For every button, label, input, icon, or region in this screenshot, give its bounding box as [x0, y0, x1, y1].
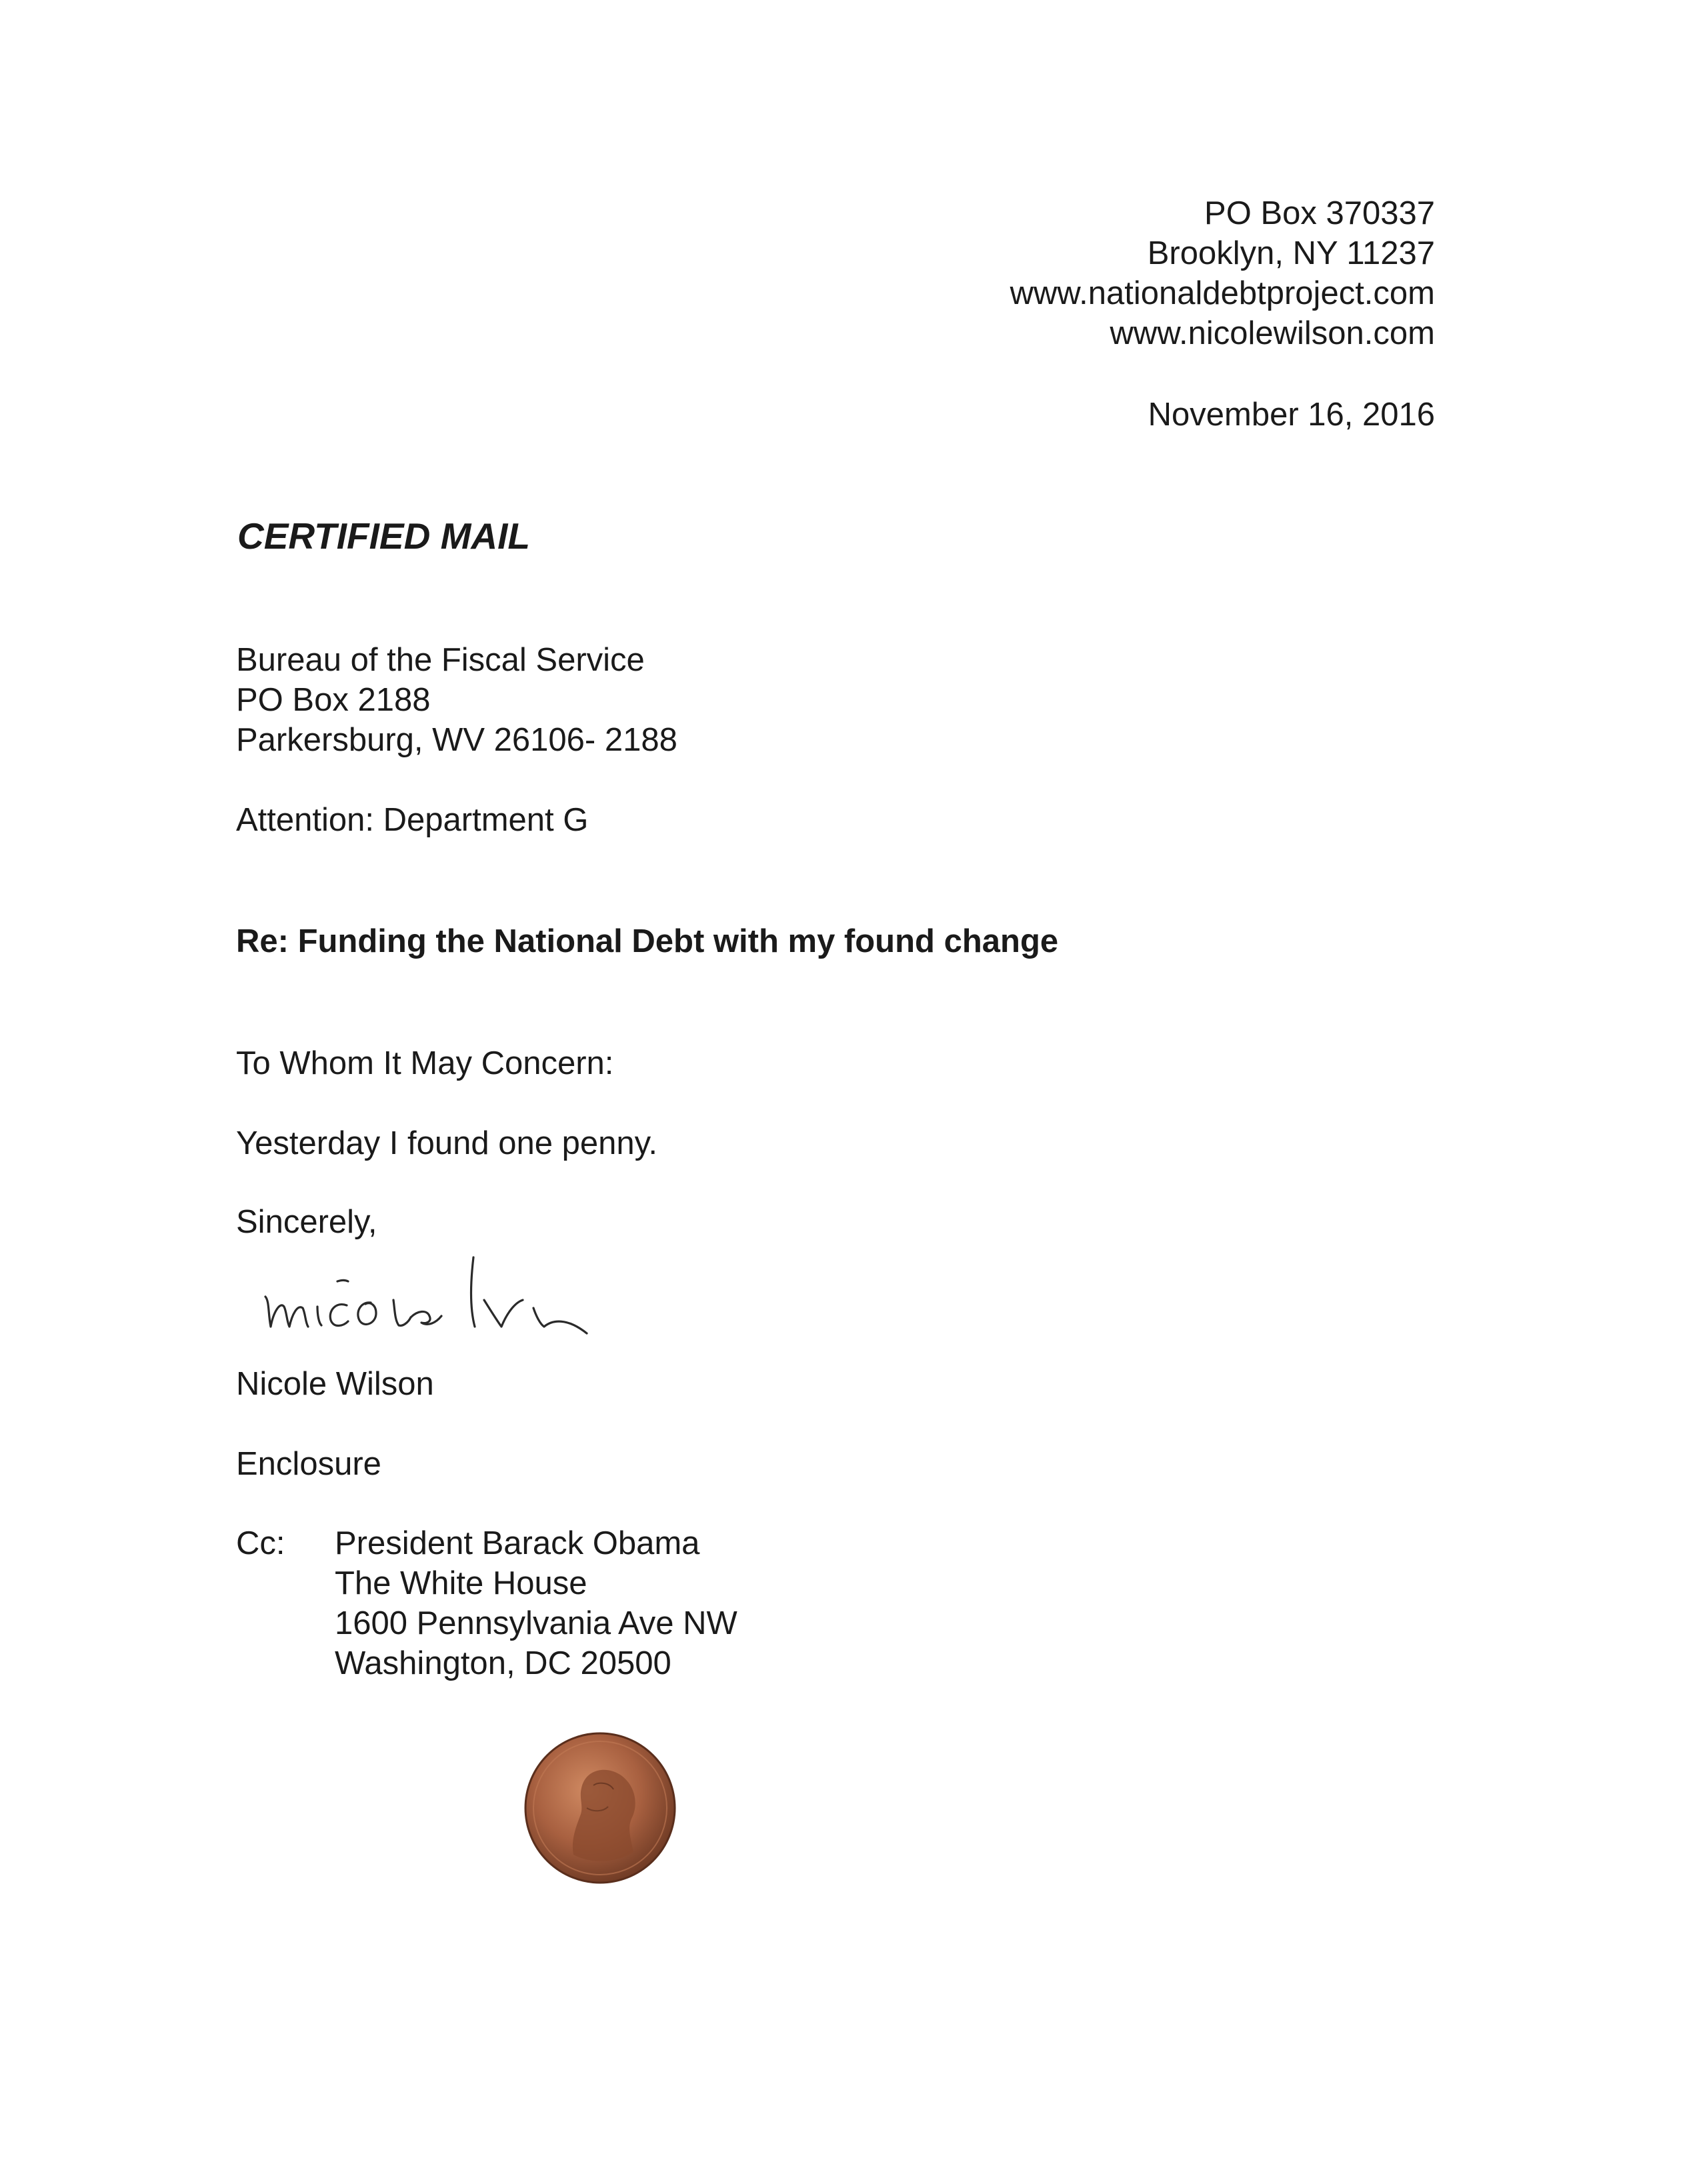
cc-building: The White House [335, 1565, 587, 1601]
delivery-method: CERTIFIED MAIL [237, 515, 530, 557]
sender-address [1010, 193, 1435, 353]
penny-coin-icon [520, 1728, 680, 1888]
letter-body: Yesterday I found one penny. [236, 1125, 658, 1161]
cc-city: Washington, DC 20500 [335, 1645, 671, 1681]
recipient-name: Bureau of the Fiscal Service [236, 642, 645, 678]
handwritten-signature [253, 1227, 627, 1347]
sender-po-box: PO Box 370337 [1204, 195, 1435, 231]
signer-name: Nicole Wilson [236, 1366, 434, 1402]
enclosure-note: Enclosure [236, 1446, 381, 1482]
attention-line: Attention: Department G [236, 802, 589, 838]
sender-city: Brooklyn, NY 11237 [1147, 235, 1435, 271]
recipient-po-box: PO Box 2188 [236, 682, 431, 718]
subject-line: Re: Funding the National Debt with my found change [236, 923, 1059, 959]
closing: Sincerely, [236, 1204, 377, 1240]
recipient-city: Parkersburg, WV 26106- 2188 [236, 722, 677, 758]
cc-street: 1600 Pennsylvania Ave NW [335, 1605, 737, 1641]
sender-website-1: www.nationaldebtproject.com [1010, 275, 1435, 311]
letter-date: November 16, 2016 [1148, 397, 1435, 433]
salutation: To Whom It May Concern: [236, 1045, 614, 1081]
cc-address [335, 1523, 737, 1683]
recipient-address [236, 640, 677, 760]
sender-website-2: www.nicolewilson.com [1110, 315, 1435, 351]
cc-label: Cc: [236, 1525, 285, 1561]
cc-name: President Barack Obama [335, 1525, 700, 1561]
